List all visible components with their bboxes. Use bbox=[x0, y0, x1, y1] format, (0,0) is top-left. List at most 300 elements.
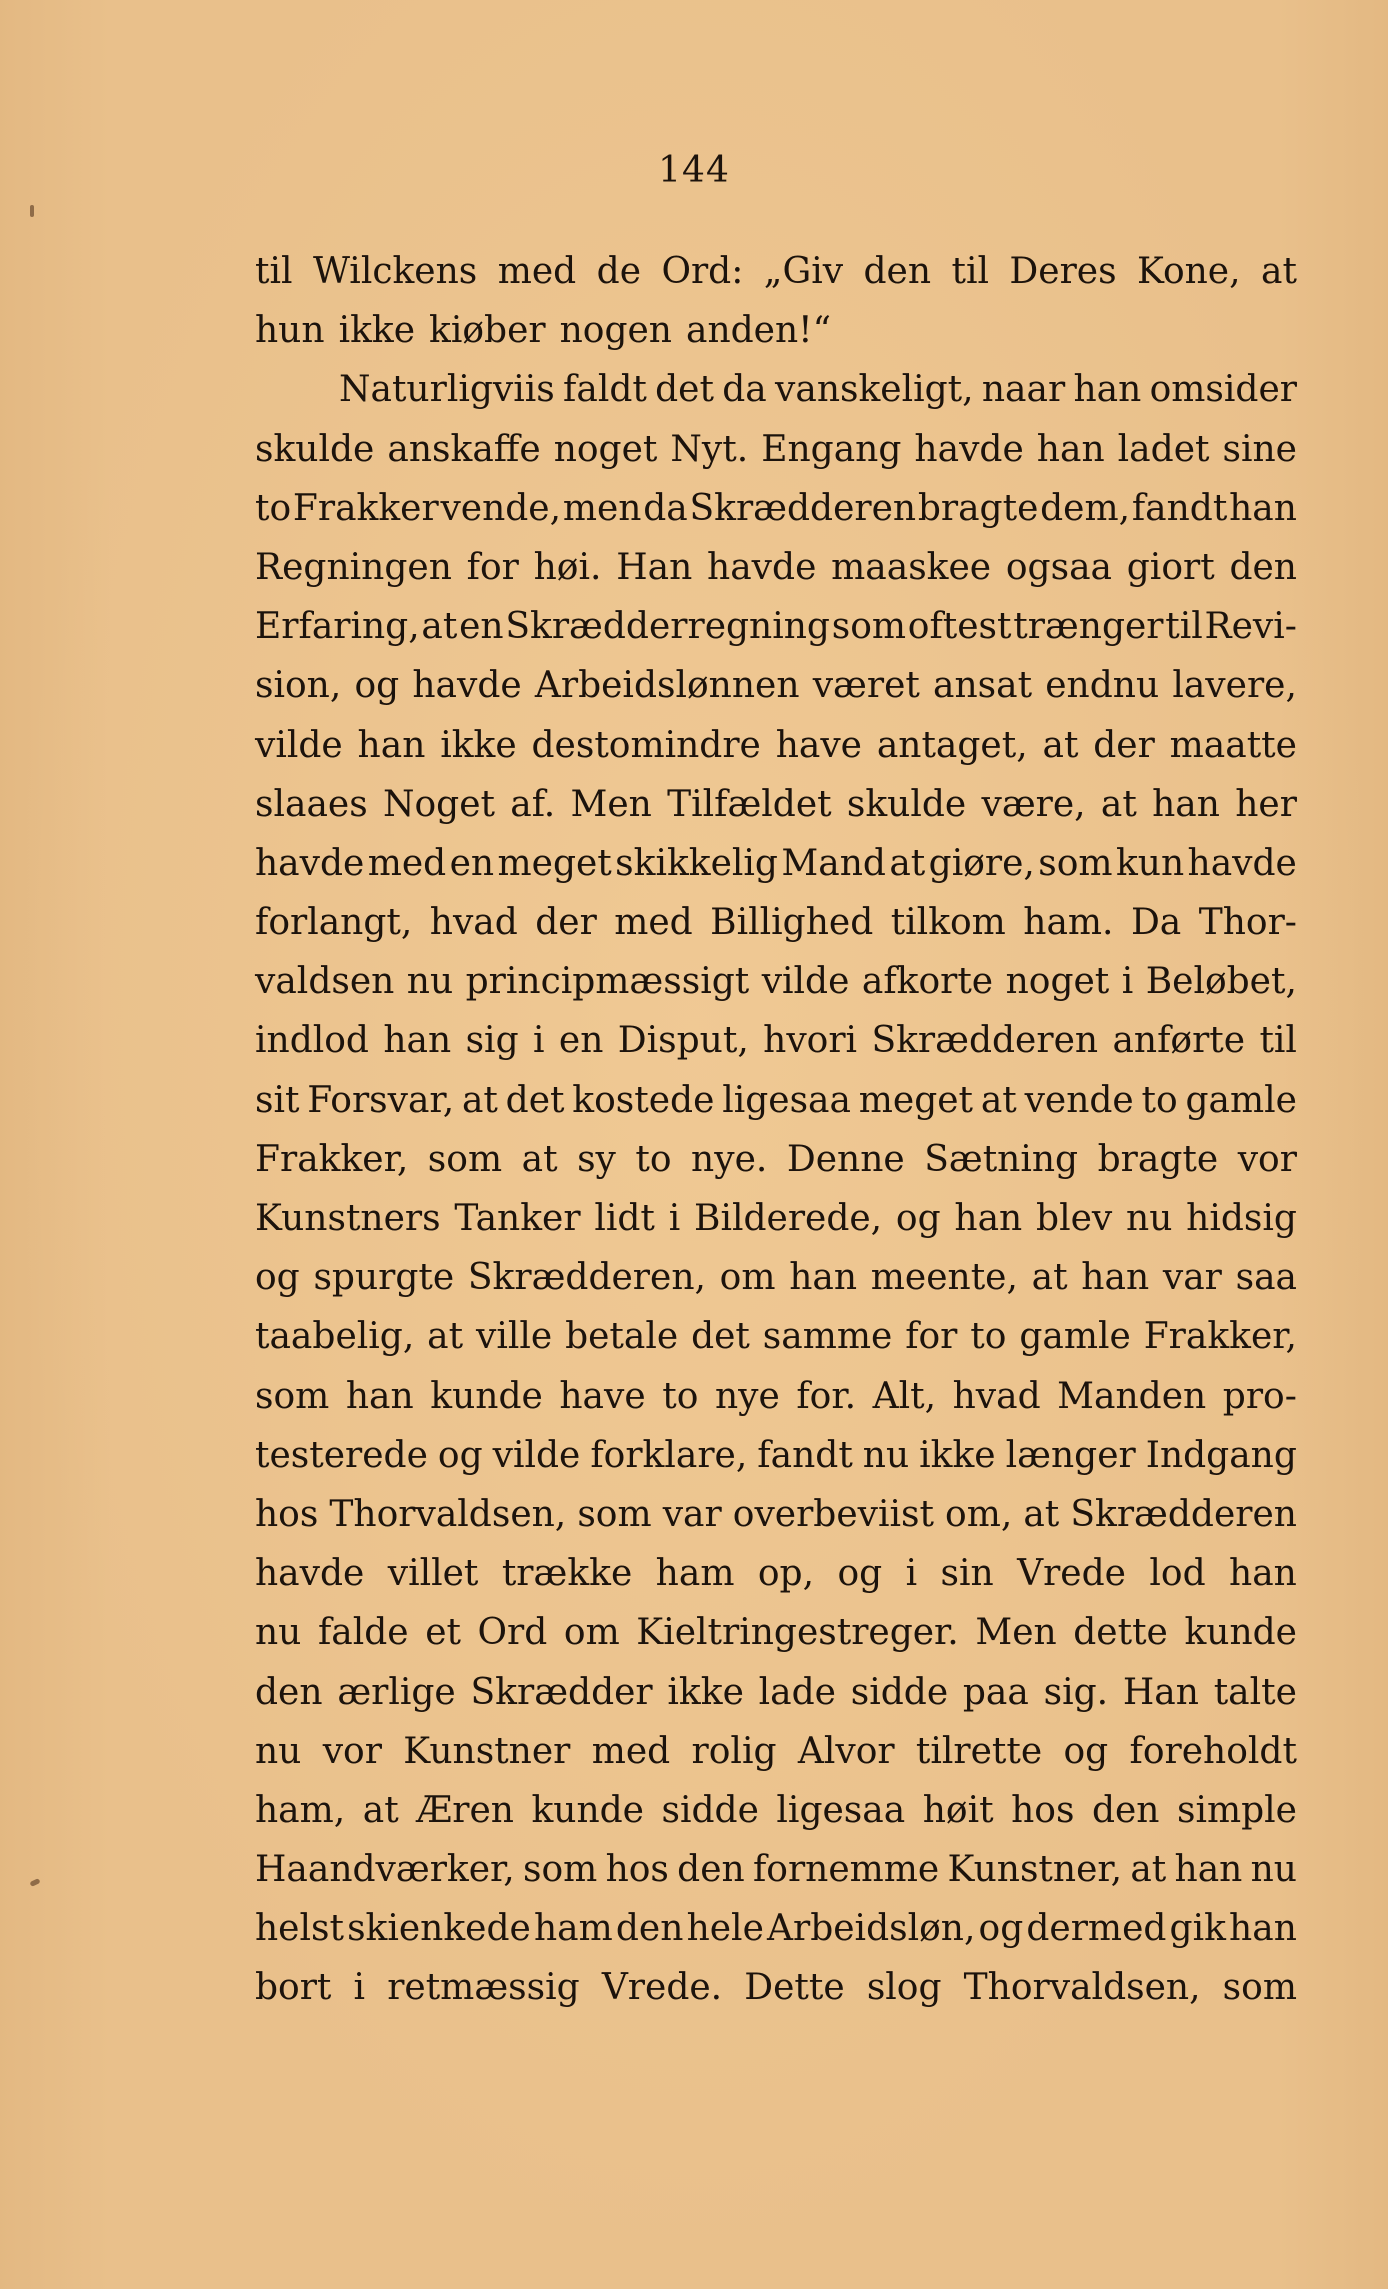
word: var bbox=[662, 1493, 722, 1535]
word: omsider bbox=[1149, 369, 1297, 411]
word: Ord bbox=[477, 1612, 548, 1654]
word: falde bbox=[317, 1612, 409, 1654]
word: for bbox=[905, 1316, 958, 1358]
word: havde bbox=[255, 842, 365, 884]
body-text bbox=[255, 242, 1297, 2018]
word: nu bbox=[255, 1730, 302, 1772]
word: sig. bbox=[1043, 1671, 1109, 1713]
word: fandt bbox=[757, 1434, 853, 1476]
word: slaaes bbox=[255, 783, 368, 825]
word: Arbeidslønnen bbox=[534, 665, 800, 707]
word: Tilfældet bbox=[667, 783, 832, 825]
word: bragte bbox=[1097, 1138, 1219, 1180]
word: og bbox=[354, 665, 400, 707]
word: ikke bbox=[338, 310, 416, 352]
word: kunde bbox=[531, 1789, 644, 1831]
word: længer bbox=[1005, 1434, 1136, 1476]
word: Frakker bbox=[292, 487, 439, 529]
word: nu bbox=[255, 1612, 302, 1654]
word: med bbox=[591, 1730, 671, 1772]
word: Vrede bbox=[1017, 1553, 1126, 1595]
word: og bbox=[978, 1908, 1024, 1950]
text-line bbox=[255, 597, 1297, 656]
word: kun bbox=[1115, 842, 1185, 884]
word: sine bbox=[1222, 428, 1297, 470]
word: overbeviist bbox=[732, 1493, 934, 1535]
word: det bbox=[505, 1079, 565, 1121]
word: kostede bbox=[572, 1079, 715, 1121]
word: Wilckens bbox=[312, 251, 478, 292]
word: han bbox=[954, 1198, 1023, 1239]
word: Thor- bbox=[1198, 902, 1297, 944]
word: med bbox=[367, 842, 447, 884]
word: Skrædderregning bbox=[505, 606, 830, 648]
word: to bbox=[1141, 1079, 1178, 1121]
word: var bbox=[1162, 1257, 1222, 1299]
word: vor bbox=[1237, 1138, 1297, 1180]
word: samme bbox=[762, 1316, 893, 1358]
word: Naturligviis bbox=[339, 369, 555, 411]
word: afkorte bbox=[861, 961, 994, 1003]
text-line bbox=[255, 1307, 1297, 1366]
word: til bbox=[951, 251, 989, 292]
word: at bbox=[461, 1079, 498, 1121]
word: han bbox=[789, 1257, 858, 1299]
word: i bbox=[905, 1553, 918, 1595]
word: at bbox=[1042, 724, 1079, 766]
word: den bbox=[1229, 546, 1297, 588]
word: hidsig bbox=[1186, 1198, 1297, 1239]
text-line bbox=[255, 1781, 1297, 1840]
word: med bbox=[614, 902, 693, 944]
word: to bbox=[662, 1375, 699, 1417]
word: han bbox=[1152, 783, 1220, 825]
word: hun bbox=[255, 310, 325, 352]
word: og bbox=[837, 1553, 883, 1595]
word: her bbox=[1235, 783, 1297, 825]
word: Manden bbox=[1057, 1375, 1207, 1417]
paper-blemish bbox=[30, 205, 34, 217]
word: hos bbox=[1011, 1789, 1075, 1831]
word: det bbox=[655, 369, 714, 411]
word: da bbox=[643, 487, 688, 529]
word: Thorvaldsen, bbox=[329, 1493, 567, 1535]
text-line bbox=[255, 1663, 1297, 1722]
word: Tanker bbox=[454, 1198, 581, 1239]
word: Nyt. bbox=[670, 428, 749, 470]
word: nye bbox=[714, 1375, 780, 1417]
word: sin bbox=[940, 1553, 994, 1595]
word: med bbox=[497, 251, 577, 292]
word: nu bbox=[1250, 1849, 1297, 1891]
word: da bbox=[722, 369, 767, 411]
word: havde bbox=[1187, 842, 1297, 884]
word: sidde bbox=[850, 1671, 949, 1713]
word: paa bbox=[962, 1671, 1029, 1713]
word: i bbox=[533, 1020, 545, 1062]
text-line bbox=[255, 420, 1297, 479]
word: som bbox=[1222, 1967, 1297, 2009]
word: anførte bbox=[1112, 1020, 1246, 1062]
word: Vrede. bbox=[601, 1967, 723, 2009]
word: at bbox=[980, 1079, 1017, 1121]
word: noget bbox=[553, 428, 658, 470]
word: bragte bbox=[917, 487, 1039, 529]
word: at bbox=[427, 1316, 464, 1358]
text-line bbox=[255, 242, 1297, 301]
text-line bbox=[255, 1544, 1297, 1603]
word: ligesaa bbox=[776, 1789, 906, 1831]
word: at bbox=[421, 606, 458, 648]
word: Frakker, bbox=[1143, 1316, 1297, 1358]
word: han bbox=[1036, 428, 1105, 470]
word: Deres bbox=[1009, 251, 1117, 292]
word: hvad bbox=[429, 902, 518, 944]
word: Bilderede, bbox=[693, 1198, 883, 1239]
word: lavere, bbox=[1172, 665, 1297, 707]
word: Mand bbox=[781, 842, 886, 884]
word: lidt bbox=[594, 1198, 655, 1239]
word: to bbox=[970, 1316, 1007, 1358]
word: Han bbox=[1122, 1671, 1199, 1713]
word: og bbox=[1063, 1730, 1109, 1772]
word: forklare, bbox=[590, 1434, 748, 1476]
text-line bbox=[255, 479, 1297, 538]
word: som bbox=[1038, 842, 1113, 884]
word: ham bbox=[533, 1908, 613, 1950]
word: han bbox=[1229, 1908, 1297, 1950]
word: Erfaring, bbox=[255, 606, 420, 648]
word: rolig bbox=[691, 1730, 777, 1772]
word: nu bbox=[406, 961, 454, 1003]
word: vor bbox=[322, 1730, 382, 1772]
word: saa bbox=[1235, 1257, 1297, 1299]
word: Alvor bbox=[797, 1730, 895, 1772]
word: den bbox=[677, 1849, 745, 1891]
word: Kunstner bbox=[403, 1730, 571, 1772]
word: som bbox=[577, 1493, 652, 1535]
word: to bbox=[255, 487, 292, 529]
word: skikkelig bbox=[615, 842, 778, 884]
word: at bbox=[362, 1789, 399, 1831]
word: trænger bbox=[1013, 606, 1164, 648]
word: naar bbox=[981, 369, 1066, 411]
word: villet bbox=[387, 1553, 479, 1595]
word: helst bbox=[255, 1908, 344, 1950]
text-line bbox=[255, 1485, 1297, 1544]
word: han bbox=[1174, 1849, 1243, 1891]
word: en bbox=[449, 842, 495, 884]
word: Regningen bbox=[255, 546, 452, 588]
word: Han bbox=[616, 546, 693, 588]
word: for bbox=[466, 546, 519, 588]
word: om bbox=[719, 1257, 776, 1299]
word: havde bbox=[255, 1553, 365, 1595]
word: Skrædderen bbox=[871, 1020, 1099, 1062]
word: Engang bbox=[761, 428, 902, 470]
word: ligesaa bbox=[722, 1079, 851, 1121]
word: høi. bbox=[533, 546, 602, 588]
word: Æren bbox=[416, 1789, 514, 1831]
word: trække bbox=[501, 1553, 633, 1595]
text-line bbox=[255, 360, 1297, 419]
word: Denne bbox=[786, 1138, 905, 1180]
word: Haandværker, bbox=[255, 1849, 515, 1891]
word: en bbox=[558, 1020, 604, 1062]
word: meget bbox=[858, 1079, 974, 1121]
word: den bbox=[255, 1671, 323, 1713]
word: anskaffe bbox=[387, 428, 541, 470]
word: fandt bbox=[1131, 487, 1228, 529]
text-line bbox=[255, 1011, 1297, 1070]
word: som bbox=[255, 1375, 330, 1417]
word: taabelig, bbox=[255, 1316, 415, 1358]
word: han bbox=[1229, 1553, 1297, 1595]
word: vilde bbox=[492, 1434, 581, 1476]
word: Dette bbox=[744, 1967, 845, 2009]
word: til bbox=[1165, 606, 1203, 648]
word: gamle bbox=[1185, 1079, 1297, 1121]
word: sit bbox=[255, 1079, 300, 1121]
word: pro- bbox=[1222, 1375, 1297, 1417]
word: Kieltringestreger. bbox=[636, 1612, 959, 1654]
word: som bbox=[427, 1138, 503, 1180]
word: giort bbox=[1126, 546, 1215, 588]
word: havde bbox=[914, 428, 1024, 470]
word: i bbox=[1121, 961, 1134, 1003]
word: oftest bbox=[907, 606, 1012, 648]
text-line bbox=[255, 1840, 1297, 1899]
text-line bbox=[255, 716, 1297, 775]
word: nu bbox=[862, 1434, 910, 1476]
word: ham, bbox=[255, 1789, 346, 1831]
word: ikke bbox=[667, 1671, 744, 1713]
word: hvori bbox=[763, 1020, 858, 1062]
word: lade bbox=[758, 1671, 836, 1713]
word: sidde bbox=[661, 1789, 759, 1831]
word: Men bbox=[975, 1612, 1057, 1654]
word: lod bbox=[1149, 1553, 1206, 1595]
word: om, bbox=[945, 1493, 1013, 1535]
word: Men bbox=[570, 783, 652, 825]
word: spurgte bbox=[313, 1257, 455, 1299]
word: kunde bbox=[1184, 1612, 1297, 1654]
word: et bbox=[425, 1612, 461, 1654]
text-line bbox=[255, 1130, 1297, 1189]
word: Indgang bbox=[1145, 1434, 1297, 1476]
word: antaget, bbox=[876, 724, 1028, 766]
word: ville bbox=[475, 1316, 553, 1358]
word: talte bbox=[1213, 1671, 1297, 1713]
word: endnu bbox=[1045, 665, 1160, 707]
text-line bbox=[255, 1899, 1297, 1958]
word: sy bbox=[577, 1138, 616, 1180]
word: ogsaa bbox=[1005, 546, 1112, 588]
word: anden!“ bbox=[685, 310, 832, 352]
word: Skrædder bbox=[470, 1671, 653, 1713]
word: tilkom bbox=[890, 902, 1006, 944]
word: sig bbox=[465, 1020, 519, 1062]
word: de bbox=[596, 251, 642, 292]
word: Kone, bbox=[1137, 251, 1241, 292]
word: som bbox=[523, 1849, 598, 1891]
word: at bbox=[1261, 251, 1297, 292]
word: den bbox=[615, 1908, 684, 1950]
word: vende, bbox=[440, 487, 562, 529]
page-number: 144 bbox=[658, 150, 730, 191]
word: have bbox=[559, 1375, 646, 1417]
word: Disput, bbox=[617, 1020, 749, 1062]
word: være, bbox=[981, 783, 1086, 825]
word: Da bbox=[1130, 902, 1182, 944]
word: meget bbox=[497, 842, 612, 884]
word: ikke bbox=[919, 1434, 996, 1476]
word: havde bbox=[412, 665, 522, 707]
word: ham. bbox=[1023, 902, 1114, 944]
word: Ord: bbox=[661, 251, 744, 292]
word: vende bbox=[1024, 1079, 1134, 1121]
word: Kunstner, bbox=[947, 1849, 1123, 1891]
word: principmæssigt bbox=[465, 961, 750, 1003]
word: kiøber bbox=[429, 310, 546, 352]
word: testerede bbox=[255, 1434, 428, 1476]
word: dem, bbox=[1040, 487, 1131, 529]
word: for. bbox=[796, 1375, 857, 1417]
word: bort bbox=[255, 1967, 332, 2009]
word: den bbox=[863, 251, 932, 292]
word: gik bbox=[1169, 1908, 1226, 1950]
word: ansat bbox=[933, 665, 1033, 707]
word: ikke bbox=[440, 724, 517, 766]
word: Revi- bbox=[1204, 606, 1297, 648]
text-line bbox=[255, 952, 1297, 1011]
word: betale bbox=[565, 1316, 679, 1358]
word: hvad bbox=[952, 1375, 1041, 1417]
word: hos bbox=[255, 1493, 319, 1535]
word: at bbox=[889, 842, 926, 884]
word: der bbox=[535, 902, 597, 944]
word: nye. bbox=[691, 1138, 768, 1180]
word: ærlige bbox=[337, 1671, 456, 1713]
paper-blemish bbox=[29, 1878, 40, 1887]
word: at bbox=[521, 1138, 558, 1180]
text-line bbox=[255, 834, 1297, 893]
word: indlod bbox=[255, 1020, 369, 1062]
word: høit bbox=[922, 1789, 994, 1831]
word: dette bbox=[1073, 1612, 1168, 1654]
word: Sætning bbox=[924, 1138, 1079, 1180]
word: i bbox=[353, 1967, 366, 2009]
word: Alt, bbox=[872, 1375, 937, 1417]
word: han bbox=[1229, 487, 1297, 529]
word: kunde bbox=[430, 1375, 543, 1417]
word: af. bbox=[510, 783, 556, 825]
word: det bbox=[691, 1316, 750, 1358]
word: op, bbox=[757, 1553, 815, 1595]
text-line bbox=[255, 893, 1297, 952]
word: forlangt, bbox=[255, 902, 413, 944]
text-line bbox=[255, 1603, 1297, 1662]
word: skulde bbox=[846, 783, 967, 825]
word: faldt bbox=[563, 369, 647, 411]
word: vanskeligt, bbox=[775, 369, 974, 411]
word: „Giv bbox=[763, 251, 844, 292]
word: han bbox=[345, 1375, 414, 1417]
word: i bbox=[668, 1198, 681, 1239]
word: Noget bbox=[382, 783, 495, 825]
word: nu bbox=[1126, 1198, 1173, 1239]
word: Billighed bbox=[710, 902, 874, 944]
word: tilrette bbox=[915, 1730, 1043, 1772]
word: den bbox=[1091, 1789, 1160, 1831]
word: Frakker, bbox=[255, 1138, 409, 1180]
word: nogen bbox=[559, 310, 672, 352]
word: at bbox=[1100, 783, 1137, 825]
word: han bbox=[1073, 369, 1142, 411]
word: og bbox=[255, 1257, 300, 1299]
word: at bbox=[1031, 1257, 1068, 1299]
word: Forsvar, bbox=[307, 1079, 455, 1121]
word: gamle bbox=[1019, 1316, 1131, 1358]
word: at bbox=[1130, 1849, 1167, 1891]
word: om bbox=[563, 1612, 620, 1654]
word: retmæssig bbox=[387, 1967, 580, 2009]
word: en bbox=[459, 606, 504, 648]
word: Arbeidsløn, bbox=[767, 1908, 976, 1950]
word: som bbox=[831, 606, 907, 648]
text-line bbox=[255, 775, 1297, 834]
word: hos bbox=[605, 1849, 669, 1891]
word: maaskee bbox=[831, 546, 992, 588]
word: til bbox=[1259, 1020, 1297, 1062]
word: ham bbox=[655, 1553, 735, 1595]
word: skienkede bbox=[347, 1908, 531, 1950]
word: to bbox=[635, 1138, 672, 1180]
word: Beløbet, bbox=[1145, 961, 1297, 1003]
word: og bbox=[895, 1198, 941, 1239]
word: maatte bbox=[1169, 724, 1297, 766]
text-line bbox=[255, 1426, 1297, 1485]
word: han bbox=[383, 1020, 452, 1062]
word: men bbox=[562, 487, 642, 529]
word: Kunstners bbox=[255, 1198, 441, 1239]
word: han bbox=[1081, 1257, 1150, 1299]
word: meente, bbox=[870, 1257, 1018, 1299]
text-line bbox=[255, 1722, 1297, 1781]
word: Skrædderen bbox=[1070, 1493, 1297, 1535]
text-line bbox=[255, 301, 1297, 360]
word: været bbox=[812, 665, 920, 707]
word: der bbox=[1093, 724, 1155, 766]
text-line bbox=[255, 1189, 1297, 1248]
text-line bbox=[255, 1071, 1297, 1130]
word: til bbox=[255, 251, 293, 292]
word: simple bbox=[1177, 1789, 1297, 1831]
word: og bbox=[437, 1434, 483, 1476]
word: Thorvaldsen, bbox=[963, 1967, 1201, 2009]
word: slog bbox=[866, 1967, 942, 2009]
text-line bbox=[255, 1367, 1297, 1426]
word: have bbox=[775, 724, 862, 766]
text-line bbox=[255, 1958, 1297, 2017]
word: skulde bbox=[255, 428, 375, 470]
word: at bbox=[1023, 1493, 1060, 1535]
word: hele bbox=[686, 1908, 764, 1950]
word: Skrædderen, bbox=[467, 1257, 706, 1299]
word: giøre, bbox=[928, 842, 1035, 884]
text-line bbox=[255, 538, 1297, 597]
word: foreholdt bbox=[1129, 1730, 1297, 1772]
